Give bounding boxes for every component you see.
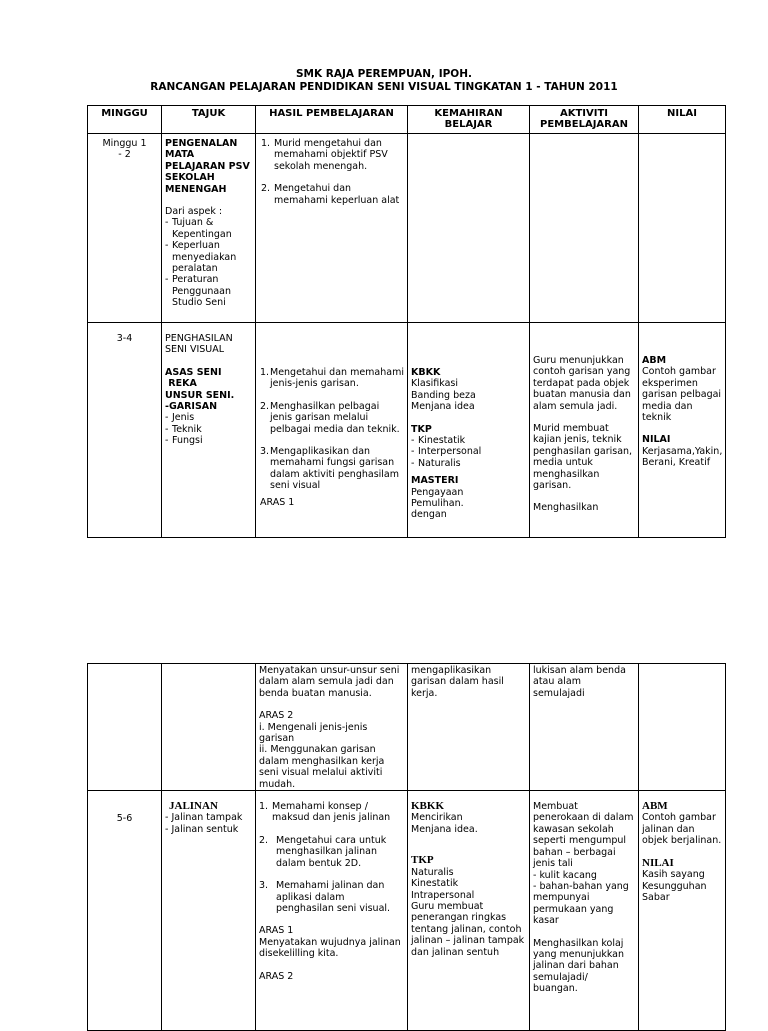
abm-text: Contoh gambar eksperimen garisan pelbagai media dan teknik (642, 366, 722, 424)
tajuk-heading: -GARISAN (165, 401, 218, 413)
table-row (88, 791, 726, 1031)
tajuk-cell (162, 664, 256, 791)
col-header-minggu: MINGGU (88, 106, 162, 134)
nilai-cell (639, 323, 726, 538)
list-item: - Interpersonal (411, 446, 482, 458)
nilai-cell (639, 134, 726, 323)
aras-label: ARAS 2 (259, 970, 294, 982)
list-item: 2. Mengetahui cara untuk menghasilkan jalinan dalam bentuk 2D. (259, 834, 387, 869)
list-item: Kasih sayang (642, 869, 705, 881)
list-item: - Jalinan tampak (165, 812, 243, 824)
list-item: - Naturalis (411, 457, 461, 469)
minggu-cell (88, 664, 162, 791)
list-item: - Jalinan sentuk (165, 823, 239, 835)
aktiviti-text: Menghasilkan kolaj yang menunjukkan jalinan dari bahan semulajadi/ buangan. (533, 937, 625, 995)
kemahiran-cell (408, 323, 530, 538)
tajuk-heading: UNSUR SENI. (165, 389, 235, 401)
aras-item: ii. Menggunakan garisan dalam menghasilkan kerja seni visual melalui aktiviti mudah. (259, 744, 385, 790)
list-item: Mencirikan (411, 812, 463, 824)
list-item: Sabar (642, 891, 670, 903)
list-item: 1. Memahami konsep / maksud dan jenis jalinan (259, 801, 391, 824)
abm-label: ABM (642, 800, 668, 813)
hasil-cell (256, 791, 408, 1031)
list-item: - Keperluan menyediakan peralatan (165, 240, 237, 275)
nilai-label: NILAI (642, 856, 674, 869)
tajuk-aspek: Dari aspek : (165, 206, 223, 218)
nilai-cell (639, 791, 726, 1031)
aktiviti-cell (530, 134, 639, 323)
kemahiran-cell (408, 134, 530, 323)
minggu-value: 5-6 (116, 813, 133, 825)
col-header-kemahiran: KEMAHIRAN BELAJAR (408, 106, 530, 134)
list-item: Guru membuat penerangan ringkas tentang jalinan, contoh jalinan – jalinan tampak dan jalinan sentuh (411, 900, 525, 958)
list-item: 3. Mengaplikasikan dan memahami fungsi garisan dalam aktiviti penghasilam seni visual (260, 446, 399, 492)
aras-label: ARAS 1 (259, 925, 294, 937)
tkp-label: TKP (411, 854, 434, 867)
tajuk-heading: REKA (165, 378, 197, 390)
aktiviti-text: Murid membuat kajian jenis, teknik penghasilan garisan, media untuk menghasilkan garisan. (533, 423, 633, 492)
list-item: Banding beza (411, 389, 476, 401)
kemahiran-text: mengaplikasikan garisan dalam hasil kerja. (411, 665, 504, 699)
aktiviti-cell (530, 664, 639, 791)
tkp-label: TKP (411, 423, 432, 435)
list-item: - Teknik (165, 423, 202, 435)
kemahiran-cell (408, 791, 530, 1031)
list-item: - kulit kacang (533, 869, 597, 881)
nilai-text: Kerjasama,Yakin, Berani, Kreatif (642, 445, 723, 469)
minggu-cell (88, 323, 162, 538)
col-header-nilai: NILAI (639, 106, 726, 134)
list-item: Pengayaan (411, 486, 464, 498)
list-item: Menjana idea. (411, 823, 478, 835)
aras-label: ARAS 1 (260, 496, 295, 508)
tajuk-title: JALINAN (169, 800, 218, 813)
aktiviti-text: Guru menunjukkan contoh garisan yang terdapat pada objek buatan manusia dan alam semula jadi. (533, 355, 631, 412)
aras-label: ARAS 2 (259, 710, 294, 722)
tajuk-heading: ASAS SENI (165, 366, 222, 378)
hasil-cell (256, 134, 408, 323)
table-row (88, 323, 726, 538)
col-header-aktiviti: AKTIVITI PEMBELAJARAN (530, 106, 639, 134)
table-row (88, 134, 726, 323)
aras-text: Menyatakan wujudnya jalinan disekelilling kita. (259, 936, 401, 960)
tajuk-cell (162, 791, 256, 1031)
lesson-plan-table-page-1 (87, 105, 726, 538)
tajuk-cell (162, 134, 256, 323)
school-name: SMK RAJA PEREMPUAN, IPOH. (295, 68, 473, 80)
list-item: Menjana idea (411, 401, 475, 413)
aktiviti-text: lukisan alam benda atau alam semulajadi (533, 665, 626, 699)
list-item: Intrapersonal (411, 889, 475, 901)
aras-item: i. Mengenali jenis-jenis garisan (259, 721, 368, 745)
list-item: - Peraturan Penggunaan Studio Seni (165, 274, 232, 309)
abm-label: ABM (642, 355, 667, 366)
aktiviti-cell (530, 791, 639, 1031)
list-item: dengan (411, 509, 447, 521)
list-item: 2. Menghasilkan pelbagai jenis garisan melalui pelbagai media dan teknik. (260, 400, 400, 435)
list-item: - Kinestatik (411, 435, 466, 447)
abm-text: Contoh gambar jalinan dan objek berjalinan. (642, 812, 722, 847)
minggu-value: 3-4 (116, 333, 133, 344)
minggu-cell (88, 134, 162, 323)
minggu-value: Minggu 1 - 2 (102, 138, 147, 161)
list-item: 3. Memahami jalinan dan aplikasi dalam penghasilan seni visual. (259, 880, 391, 914)
hasil-cell (256, 323, 408, 538)
kbkk-label: KBKK (411, 367, 441, 378)
table-header-row (88, 106, 726, 134)
aktiviti-text: Menghasilkan (533, 502, 599, 514)
list-item: Klasifikasi (411, 378, 459, 390)
minggu-cell (88, 791, 162, 1031)
lesson-plan-table-page-2 (87, 663, 726, 1031)
list-item: - Fungsi (165, 435, 203, 447)
tajuk-cell (162, 323, 256, 538)
list-item: 2. Mengetahui dan memahami keperluan alat (261, 183, 400, 206)
list-item: Pemulihan. (411, 498, 464, 510)
kbkk-label: KBKK (411, 800, 445, 813)
list-item: - Tujuan & Kepentingan (165, 217, 232, 240)
tajuk-title: PENGENALAN MATA PELAJARAN PSV SEKOLAH MENENGAH (165, 138, 250, 195)
hasil-text: Menyatakan unsur-unsur seni dalam alam semula jadi dan benda buatan manusia. (259, 665, 400, 699)
nilai-label: NILAI (642, 434, 671, 446)
list-item: Kinestatik (411, 878, 459, 890)
col-header-tajuk: TAJUK (162, 106, 256, 134)
list-item: - bahan-bahan yang mempunyai permukaan yang kasar (533, 880, 629, 927)
list-item: 1. Murid mengetahui dan memahami objektif PSV sekolah menengah. (261, 138, 388, 172)
aktiviti-text: Membuat penerokaan di dalam kawasan sekolah seperti mengumpul bahan – berbagai jenis tali (533, 801, 634, 870)
plan-title: RANCANGAN PELAJARAN PENDIDIKAN SENI VISUAL TINGKATAN 1 - TAHUN 2011 (150, 81, 618, 93)
tajuk-intro: PENGHASILAN SENI VISUAL (165, 333, 233, 356)
col-header-hasil: HASIL PEMBELAJARAN (256, 106, 408, 134)
masteri-label: MASTERI (411, 475, 459, 487)
kemahiran-cell (408, 664, 530, 791)
list-item: 1. Mengetahui dan memahami jenis-jenis garisan. (260, 367, 404, 390)
hasil-cell (256, 664, 408, 791)
list-item: Kesungguhan (642, 880, 707, 892)
list-item: - Jenis (165, 412, 195, 424)
nilai-cell (639, 664, 726, 791)
list-item: Naturalis (411, 866, 454, 878)
aktiviti-cell (530, 323, 639, 538)
table-row (88, 664, 726, 791)
